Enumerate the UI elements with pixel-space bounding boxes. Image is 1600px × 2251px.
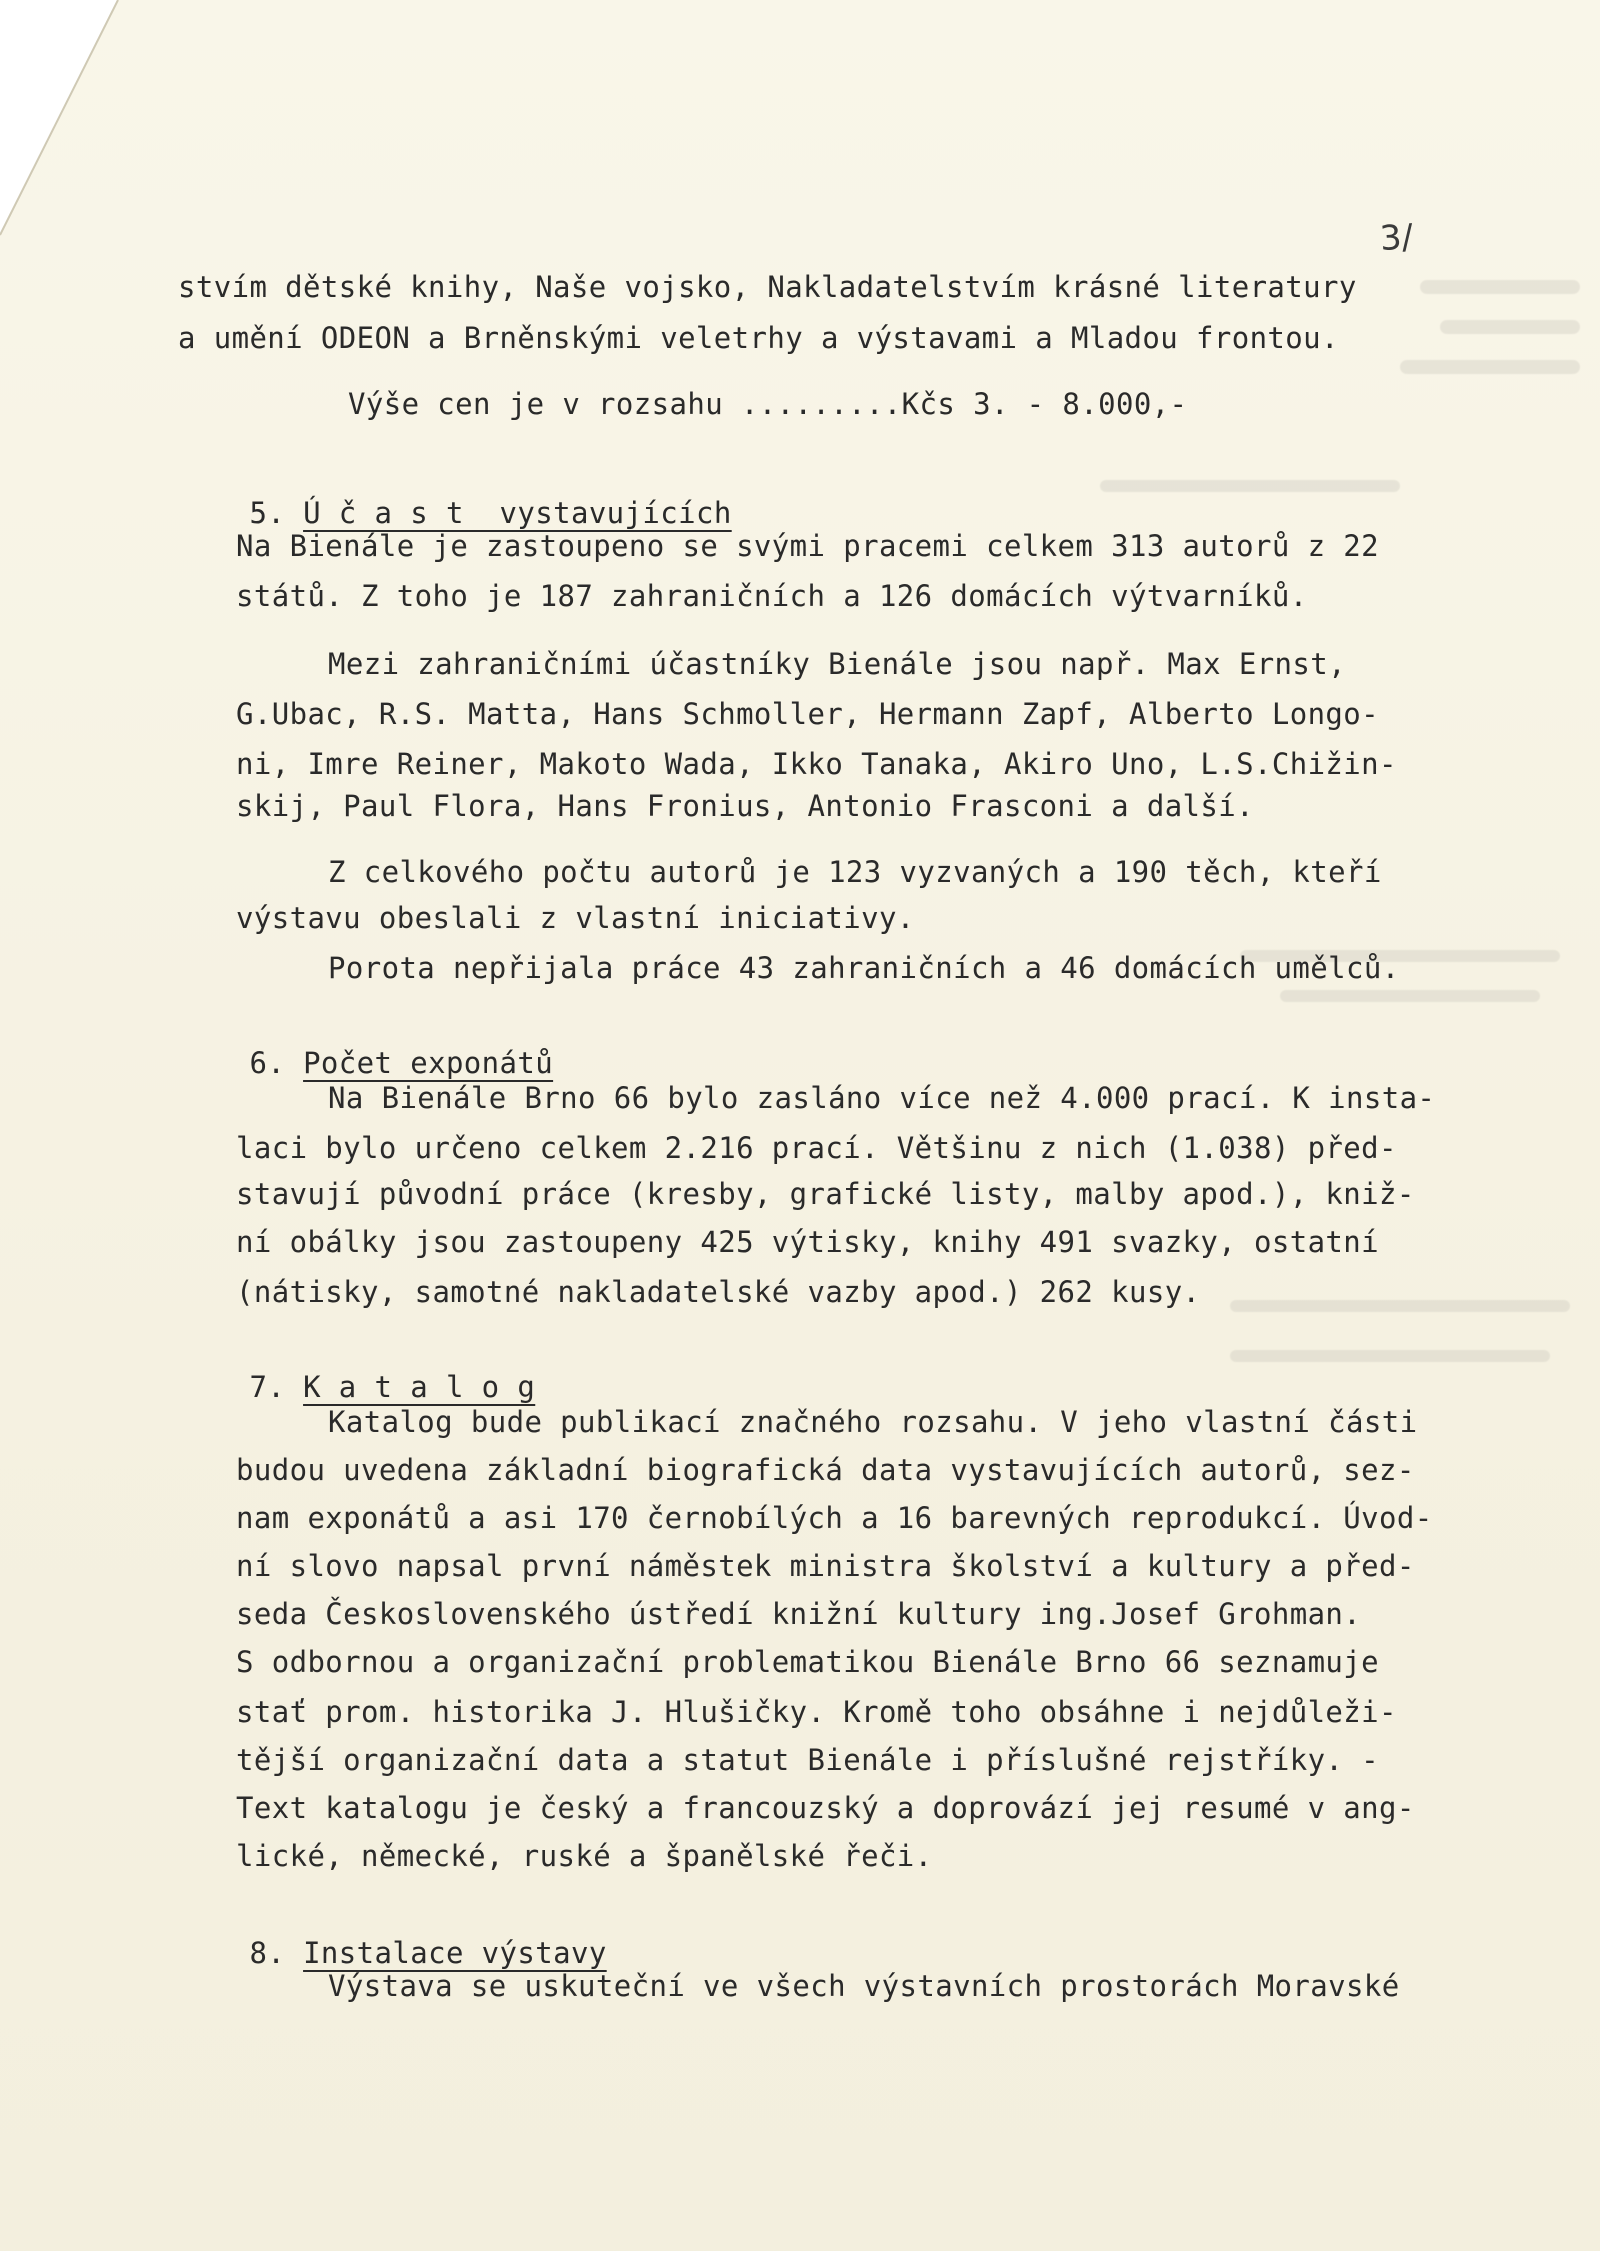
text-line: lické, německé, ruské a španělské řeči. bbox=[236, 1839, 933, 1873]
text-line: laci bylo určeno celkem 2.216 prací. Většinu z nich (1.038) před- bbox=[236, 1131, 1397, 1165]
text-line: Výstava se uskuteční ve všech výstavních prostorách Moravské bbox=[328, 1969, 1400, 2003]
text-line: (nátisky, samotné nakladatelské vazby apod.) 262 kusy. bbox=[236, 1275, 1201, 1309]
text-line: ni, Imre Reiner, Makoto Wada, Ikko Tanaka, Akiro Uno, L.S.Chižin- bbox=[236, 747, 1397, 781]
folded-corner bbox=[0, 0, 160, 240]
text-line: tější organizační data a statut Bienále i příslušné rejstříky. - bbox=[236, 1743, 1380, 1777]
section-title: Instalace výstavy bbox=[303, 1936, 607, 1970]
text-line: ní obálky jsou zastoupeny 425 výtisky, knihy 491 svazky, ostatní bbox=[236, 1225, 1380, 1259]
section-number: 7. bbox=[249, 1370, 286, 1404]
text-line: Text katalogu je český a francouzský a doprovází jej resumé v ang- bbox=[236, 1791, 1415, 1825]
text-line: výstavu obeslali z vlastní iniciativy. bbox=[236, 901, 915, 935]
text-line: Z celkového počtu autorů je 123 vyzvaných a 190 těch, kteří bbox=[328, 855, 1382, 889]
text-line: seda Československého ústředí knižní kultury ing.Josef Grohman. bbox=[236, 1597, 1362, 1631]
text-line: Porota nepřijala práce 43 zahraničních a 46 domácích umělců. bbox=[328, 951, 1400, 985]
show-through-smudge bbox=[1440, 320, 1580, 334]
section-number: 6. bbox=[249, 1046, 286, 1080]
section-title: Počet exponátů bbox=[303, 1046, 554, 1080]
text-line: států. Z toho je 187 zahraničních a 126 domácích výtvarníků. bbox=[236, 579, 1308, 613]
show-through-smudge bbox=[1420, 280, 1580, 294]
section-title: K a t a l o g bbox=[303, 1370, 536, 1404]
show-through-smudge bbox=[1100, 480, 1400, 492]
text-line: G.Ubac, R.S. Matta, Hans Schmoller, Hermann Zapf, Alberto Longo- bbox=[236, 697, 1380, 731]
text-line: stať prom. historika J. Hlušičky. Kromě toho obsáhne i nejdůleži- bbox=[236, 1695, 1397, 1729]
show-through-smudge bbox=[1230, 1300, 1570, 1312]
text-line: stavují původní práce (kresby, grafické listy, malby apod.), kniž- bbox=[236, 1177, 1415, 1211]
text-line: Na Bienále je zastoupeno se svými pracemi celkem 313 autorů z 22 bbox=[236, 529, 1380, 563]
text-line: nam exponátů a asi 170 černobílých a 16 barevných reprodukcí. Úvod- bbox=[236, 1501, 1433, 1535]
section-number: 8. bbox=[249, 1936, 286, 1970]
show-through-smudge bbox=[1400, 360, 1580, 374]
show-through-smudge bbox=[1280, 990, 1540, 1002]
text-line: Výše cen je v rozsahu .........Kčs 3. - 8.000,- bbox=[348, 387, 1188, 421]
text-line: skij, Paul Flora, Hans Fronius, Antonio Frasconi a další. bbox=[236, 789, 1254, 823]
section-number: 5. bbox=[249, 496, 286, 530]
text-line: budou uvedena základní biografická data vystavujících autorů, sez- bbox=[236, 1453, 1415, 1487]
text-line: Na Bienále Brno 66 bylo zasláno více než 4.000 prací. K insta- bbox=[328, 1081, 1436, 1115]
text-line: Katalog bude publikací značného rozsahu. V jeho vlastní části bbox=[328, 1405, 1418, 1439]
text-line: stvím dětské knihy, Naše vojsko, Nakladatelstvím krásné literatury bbox=[178, 270, 1357, 304]
show-through-smudge bbox=[1230, 1350, 1550, 1362]
page-number: 3/ bbox=[1378, 216, 1415, 260]
text-line: S odbornou a organizační problematikou Bienále Brno 66 seznamuje bbox=[236, 1645, 1380, 1679]
section-title: Ú č a s t vystavujících bbox=[303, 496, 732, 530]
text-line: Mezi zahraničními účastníky Bienále jsou např. Max Ernst, bbox=[328, 647, 1346, 681]
text-line: ní slovo napsal první náměstek ministra školství a kultury a před- bbox=[236, 1549, 1415, 1583]
text-line: a umění ODEON a Brněnskými veletrhy a výstavami a Mladou frontou. bbox=[178, 321, 1339, 355]
